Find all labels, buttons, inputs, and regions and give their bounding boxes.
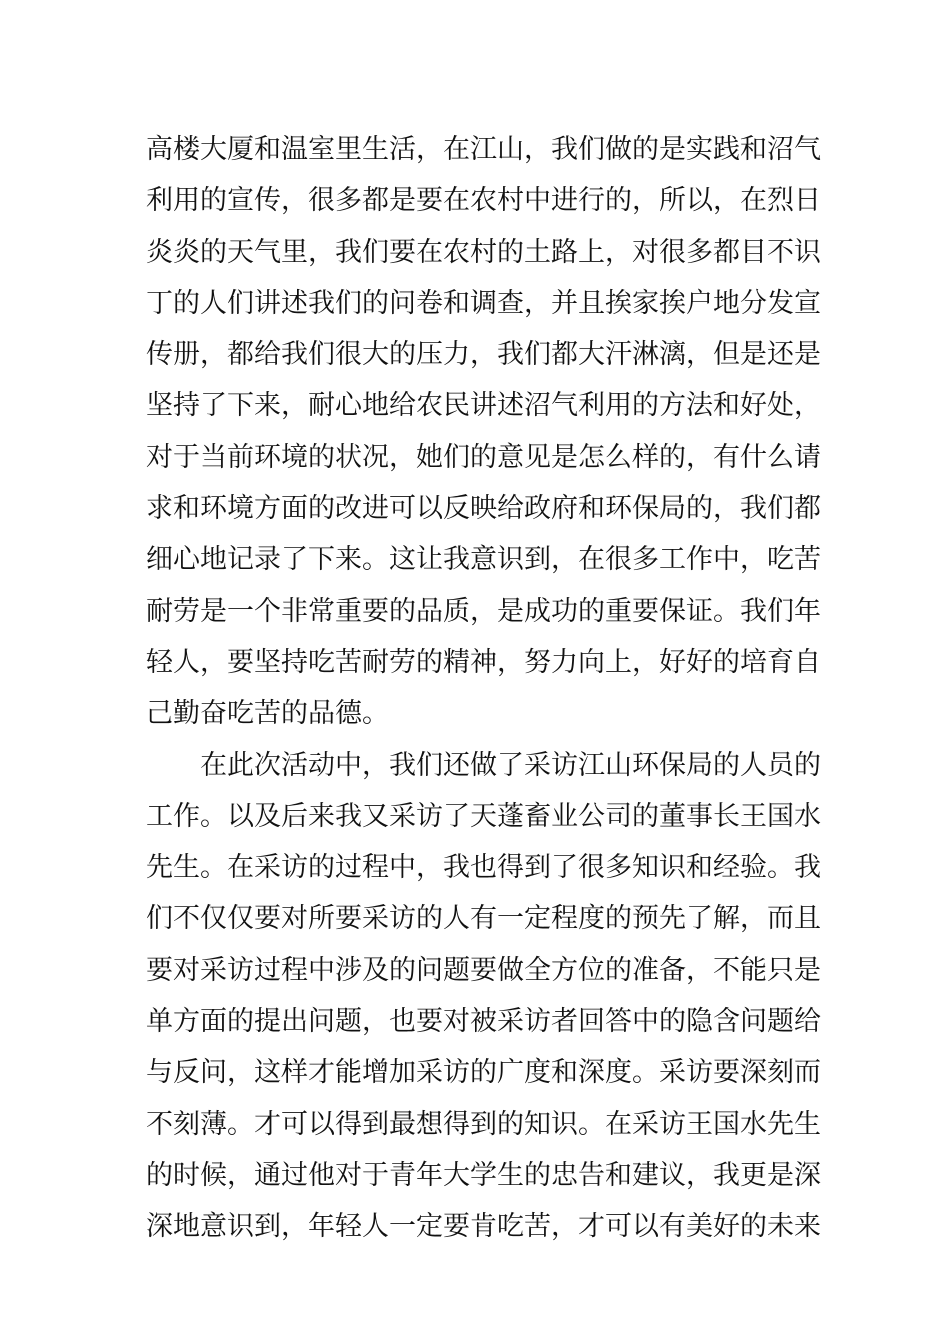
text-line: 与反问，这样才能增加采访的广度和深度。采访要深刻而 bbox=[146, 1057, 821, 1089]
text-line: 深地意识到，年轻人一定要肯吃苦，才可以有美好的未来 bbox=[146, 1211, 821, 1243]
text-line: 先生。在采访的过程中，我也得到了很多知识和经验。我 bbox=[146, 852, 821, 884]
paragraph-2 bbox=[146, 744, 821, 1257]
text-line: 的时候，通过他对于青年大学生的忠告和建议，我更是深 bbox=[146, 1159, 821, 1191]
text-line: 要对采访过程中涉及的问题要做全方位的准备，不能只是 bbox=[146, 954, 821, 986]
paragraph-1 bbox=[146, 128, 821, 744]
text-line: 细心地记录了下来。这让我意识到，在很多工作中，吃苦 bbox=[146, 544, 821, 576]
text-line: 轻人，要坚持吃苦耐劳的精神，努力向上，好好的培育自 bbox=[146, 646, 821, 678]
text-line: 丁的人们讲述我们的问卷和调查，并且挨家挨户地分发宣 bbox=[146, 287, 821, 319]
text-line: 利用的宣传，很多都是要在农村中进行的，所以，在烈日 bbox=[146, 185, 821, 217]
text-line: 传册，都给我们很大的压力，我们都大汗淋漓，但是还是 bbox=[146, 339, 821, 371]
text-line: 耐劳是一个非常重要的品质，是成功的重要保证。我们年 bbox=[146, 595, 821, 627]
text-line: 高楼大厦和温室里生活，在江山，我们做的是实践和沼气 bbox=[146, 134, 821, 165]
text-line: 炎炎的天气里，我们要在农村的土路上，对很多都目不识 bbox=[146, 236, 821, 268]
body-text bbox=[146, 128, 821, 1257]
text-line: 坚持了下来，耐心地给农民讲述沼气利用的方法和好处， bbox=[146, 390, 821, 422]
text-line: 工作。以及后来我又采访了天蓬畜业公司的董事长王国水 bbox=[146, 800, 821, 832]
text-line: 己勤奋吃苦的品德。 bbox=[146, 698, 389, 730]
text-line: 对于当前环境的状况，她们的意见是怎么样的，有什么请 bbox=[146, 441, 821, 473]
text-line: 们不仅仅要对所要采访的人有一定程度的预先了解，而且 bbox=[146, 903, 821, 935]
text-line: 不刻薄。才可以得到最想得到的知识。在采访王国水先生 bbox=[146, 1108, 821, 1140]
text-line: 在此次活动中，我们还做了采访江山环保局的人员的 bbox=[200, 749, 821, 781]
text-line: 求和环境方面的改进可以反映给政府和环保局的，我们都 bbox=[146, 493, 821, 525]
text-line: 单方面的提出问题，也要对被采访者回答中的隐含问题给 bbox=[146, 1006, 821, 1038]
